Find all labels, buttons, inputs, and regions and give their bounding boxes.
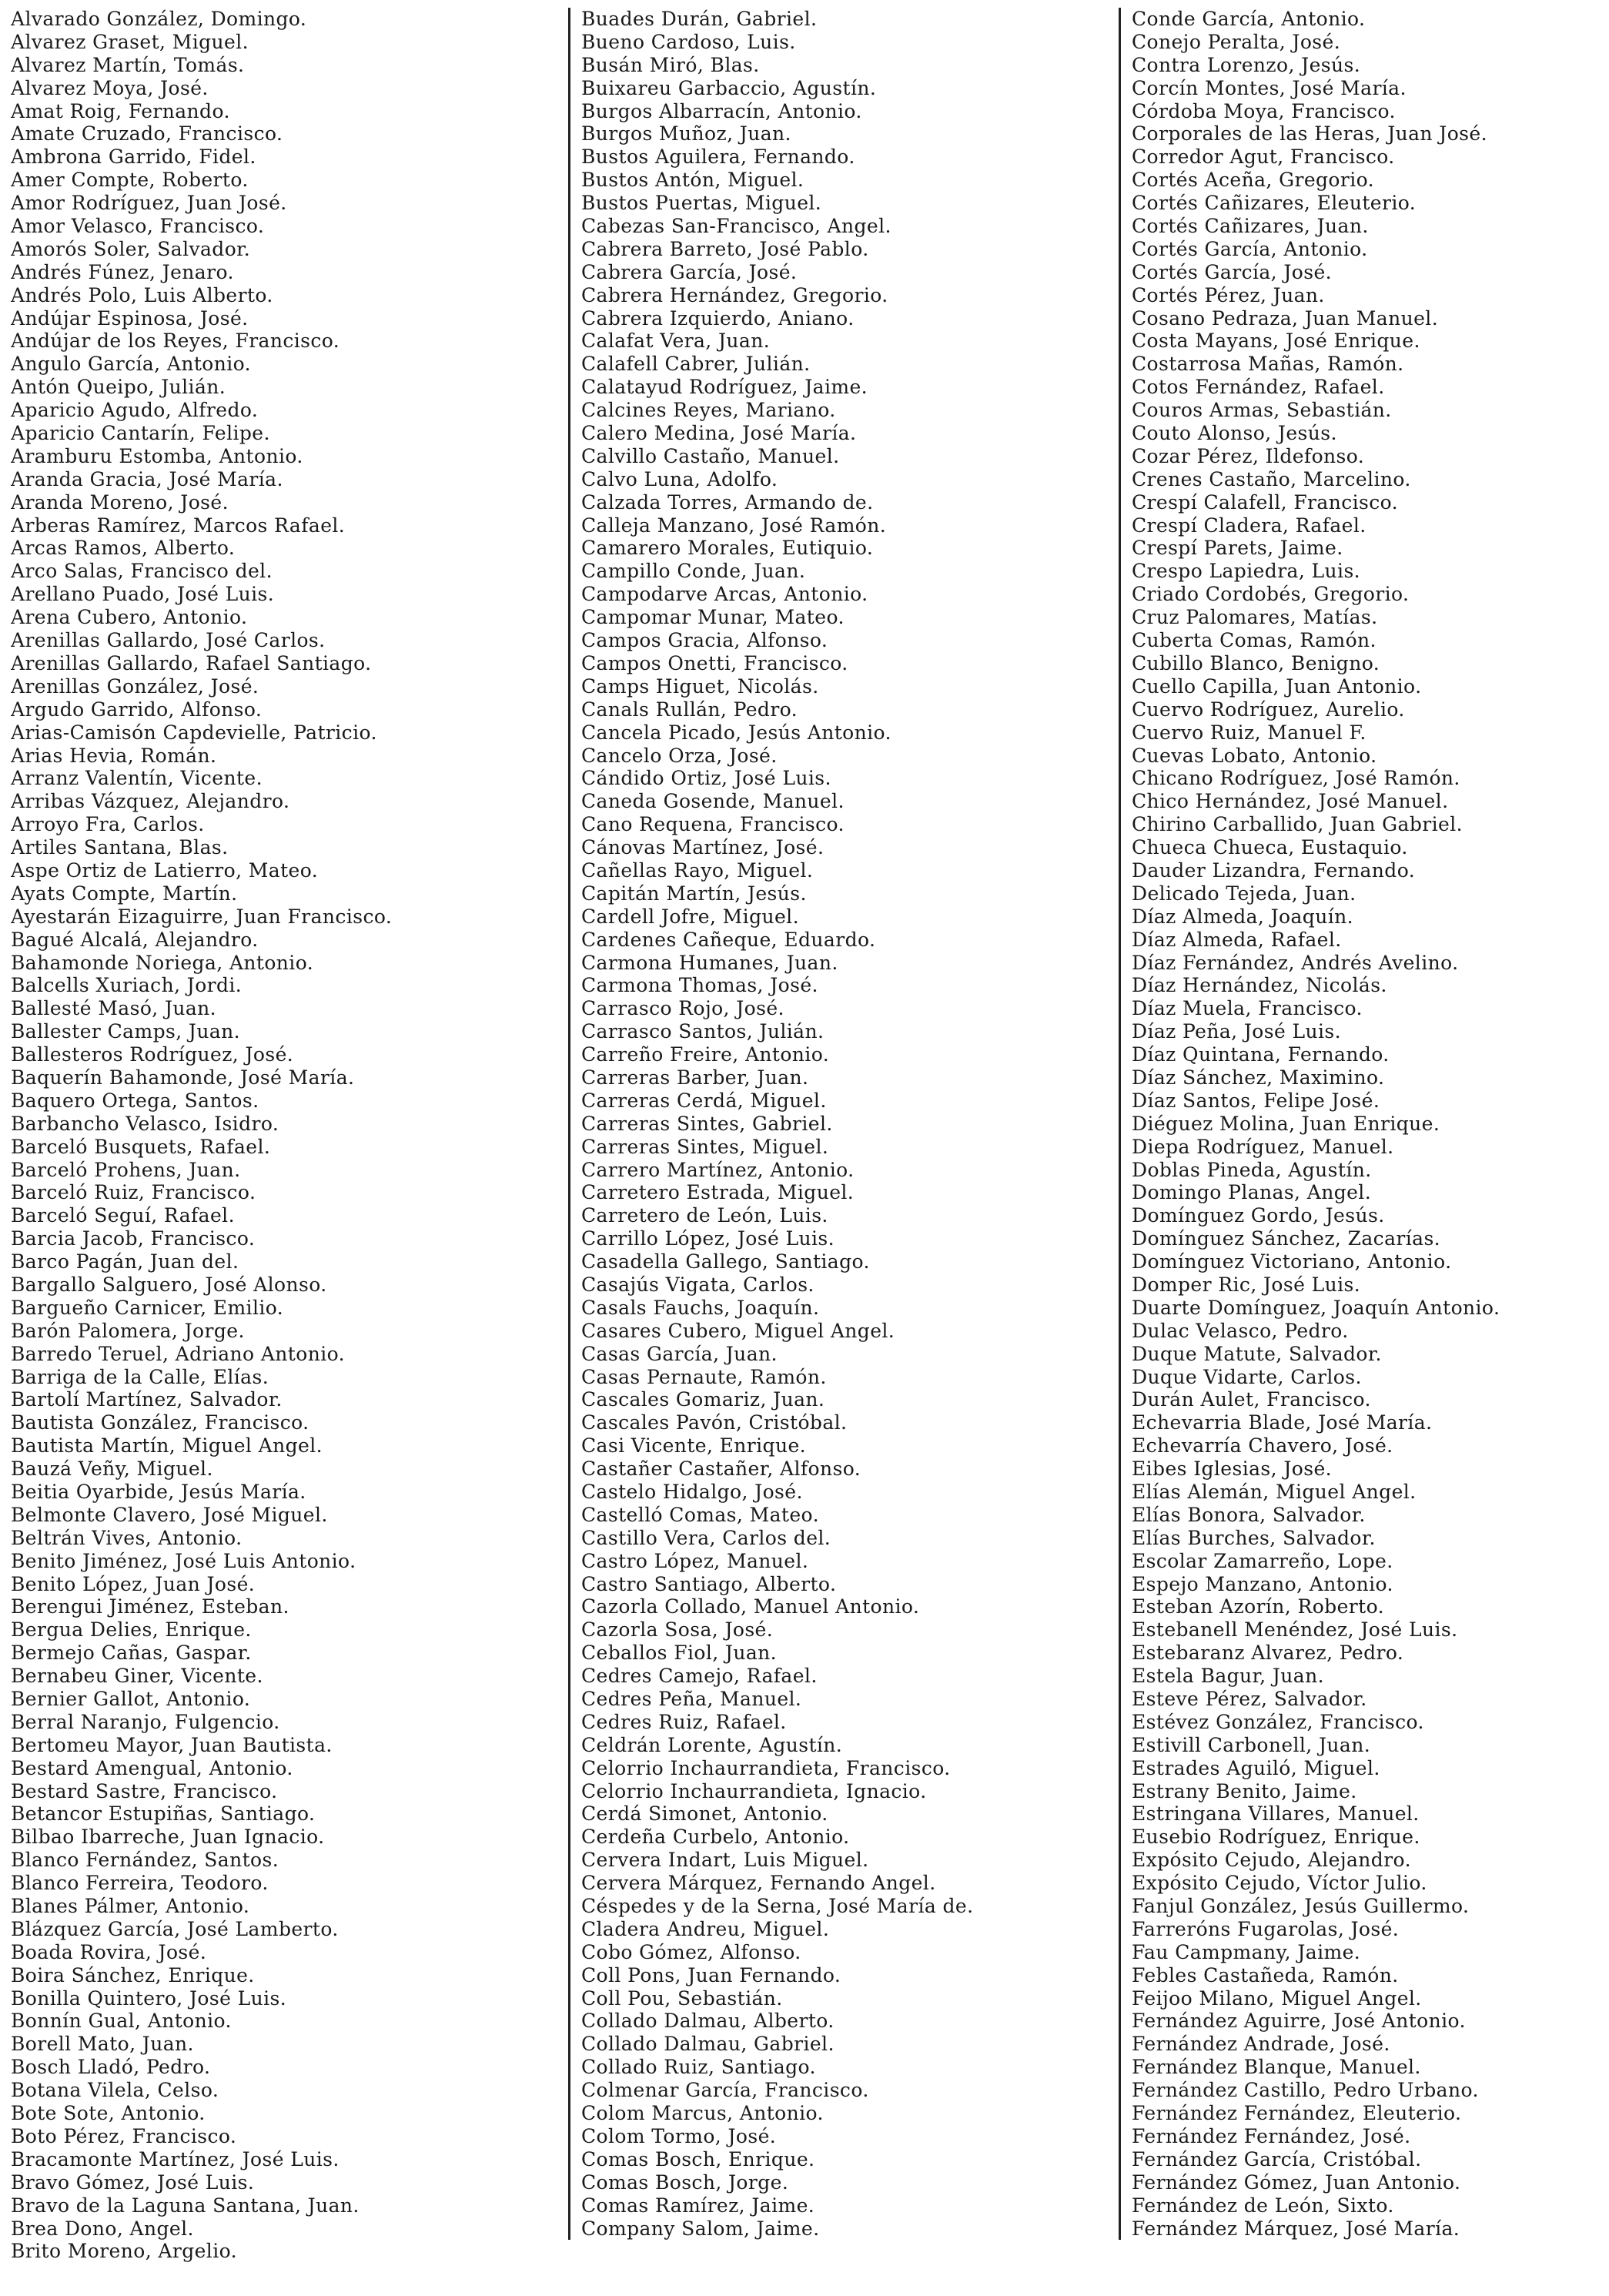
name-entry: Dauder Lizandra, Fernando. [1132, 858, 1416, 882]
name-entry: Bilbao Ibarreche, Juan Ignacio. [11, 1826, 325, 1849]
name-entry: Cortés Pérez, Juan. [1132, 283, 1325, 306]
name-entry: Calleja Manzano, José Ramón. [581, 514, 887, 537]
name-entry: Cozar Pérez, Ildefonso. [1132, 444, 1365, 467]
name-entry: Caneda Gosende, Manuel. [581, 790, 845, 813]
name-entry: Aparicio Agudo, Alfredo. [11, 399, 259, 422]
name-entry: Corcín Montes, José María. [1132, 76, 1407, 99]
name-entry: Fernández Fernández, José. [1132, 2124, 1411, 2147]
name-entry: Crenes Castaño, Marcelino. [1132, 467, 1411, 490]
name-entry: Díaz Fernández, Andrés Avelino. [1132, 951, 1459, 974]
name-entry: Aramburu Estomba, Antonio. [11, 444, 303, 467]
name-entry: Casares Cubero, Miguel Angel. [581, 1319, 895, 1342]
name-entry: Cuervo Rodríguez, Aurelio. [1132, 698, 1405, 721]
name-entry: Expósito Cejudo, Víctor Julio. [1132, 1872, 1427, 1895]
name-entry: Fernández de León, Sixto. [1132, 2194, 1394, 2217]
name-entry: Elías Bonora, Salvador. [1132, 1503, 1366, 1526]
name-entry: Cedres Ruiz, Rafael. [581, 1710, 787, 1733]
name-entry: Cortés Cañizares, Eleuterio. [1132, 192, 1417, 215]
name-entry: Fau Campmany, Jaime. [1132, 1940, 1361, 1963]
name-entry: Baquero Ortega, Santos. [11, 1089, 259, 1112]
name-entry: Cabezas San-Francisco, Angel. [581, 215, 891, 238]
name-entry: Cerdeña Curbelo, Antonio. [581, 1826, 850, 1849]
name-entry: Cancela Picado, Jesús Antonio. [581, 721, 891, 744]
name-entry: Bermejo Cañas, Gaspar. [11, 1642, 252, 1665]
name-entry: Ceballos Fiol, Juan. [581, 1642, 778, 1665]
name-entry: Amor Rodríguez, Juan José. [11, 192, 287, 215]
name-entry: Echevarria Blade, José María. [1132, 1411, 1433, 1434]
name-entry: Barceló Prohens, Juan. [11, 1158, 241, 1181]
name-entry: Alvarez Graset, Miguel. [11, 30, 249, 53]
name-entry: Bustos Antón, Miguel. [581, 169, 804, 192]
name-entry: Cerdá Simonet, Antonio. [581, 1802, 828, 1826]
name-entry: Chirino Carballido, Juan Gabriel. [1132, 813, 1463, 836]
name-entry: Cosano Pedraza, Juan Manuel. [1132, 306, 1439, 330]
name-entry: Feijoo Milano, Miguel Angel. [1132, 1986, 1422, 2010]
name-entry: Arena Cubero, Antonio. [11, 606, 248, 629]
name-entry: Crespí Cladera, Rafael. [1132, 514, 1366, 537]
name-entry: Eusebio Rodríguez, Enrique. [1132, 1826, 1420, 1849]
name-entry: Bonnín Gual, Antonio. [11, 2010, 232, 2033]
name-entry: Belmonte Clavero, José Miguel. [11, 1503, 328, 1526]
name-entry: Fernández Castillo, Pedro Urbano. [1132, 2079, 1479, 2102]
name-entry: Castelo Hidalgo, José. [581, 1481, 803, 1503]
name-entry: Arias-Camisón Capdevielle, Patricio. [11, 721, 377, 744]
name-entry: Amorós Soler, Salvador. [11, 237, 251, 260]
name-entry: Calvo Luna, Adolfo. [581, 467, 778, 490]
name-entry: Berral Naranjo, Fulgencio. [11, 1710, 280, 1733]
name-entry: Domper Ric, José Luis. [1132, 1273, 1361, 1296]
name-entry: Amat Roig, Fernando. [11, 99, 230, 122]
name-entry: Cruz Palomares, Matías. [1132, 606, 1378, 629]
name-entry: Calcines Reyes, Mariano. [581, 399, 836, 422]
name-entry: Bosch Lladó, Pedro. [11, 2056, 211, 2079]
name-entry: Camps Higuet, Nicolás. [581, 674, 819, 698]
name-entry: Estrany Benito, Jaime. [1132, 1779, 1357, 1802]
name-entry: Céspedes y de la Serna, José María de. [581, 1895, 974, 1918]
name-entry: Ballesté Masó, Juan. [11, 997, 217, 1020]
name-entry: Fernández Márquez, José María. [1132, 2217, 1460, 2240]
name-entry: Cobo Gómez, Alfonso. [581, 1940, 801, 1963]
name-entry: Bustos Puertas, Miguel. [581, 192, 822, 215]
name-entry: Carrasco Santos, Julián. [581, 1020, 825, 1043]
name-entry: Andrés Polo, Luis Alberto. [11, 283, 273, 306]
name-entry: Carmona Thomas, José. [581, 974, 818, 997]
name-entry: Costa Mayans, José Enrique. [1132, 330, 1420, 353]
name-entry: Febles Castañeda, Ramón. [1132, 1963, 1399, 1986]
name-entry: Argudo Garrido, Alfonso. [11, 698, 263, 721]
name-entry: Andrés Fúnez, Jenaro. [11, 260, 234, 283]
name-entry: Alvarez Moya, José. [11, 76, 209, 99]
name-entry: Carrero Martínez, Antonio. [581, 1158, 855, 1181]
name-entry: Estivill Carbonell, Juan. [1132, 1733, 1371, 1756]
name-entry: Andújar de los Reyes, Francisco. [11, 330, 340, 353]
name-entry: Calvillo Castaño, Manuel. [581, 444, 840, 467]
name-entry: Cervera Márquez, Fernando Angel. [581, 1872, 936, 1895]
name-entry: Aranda Moreno, José. [11, 490, 229, 514]
name-entry: Dulac Velasco, Pedro. [1132, 1319, 1349, 1342]
name-entry: Angulo García, Antonio. [11, 353, 251, 376]
name-entry: Arcas Ramos, Alberto. [11, 537, 236, 560]
name-entry: Díaz Quintana, Fernando. [1132, 1043, 1390, 1066]
name-entry: Bargallo Salguero, José Alonso. [11, 1273, 327, 1296]
name-entry: Durán Aulet, Francisco. [1132, 1388, 1371, 1411]
name-entry: Couros Armas, Sebastián. [1132, 399, 1392, 422]
name-entry: Collado Ruiz, Santiago. [581, 2056, 816, 2079]
name-entry: Arellano Puado, José Luis. [11, 583, 275, 606]
name-entry: Blanco Fernández, Santos. [11, 1849, 279, 1872]
name-entry: Cuervo Ruiz, Manuel F. [1132, 721, 1366, 744]
name-entry: Castelló Comas, Mateo. [581, 1503, 819, 1526]
name-entry: Duque Vidarte, Carlos. [1132, 1365, 1362, 1388]
name-entry: Cañellas Rayo, Miguel. [581, 858, 814, 882]
name-entry: Calafell Cabrer, Julián. [581, 353, 811, 376]
name-entry: Domingo Planas, Angel. [1132, 1181, 1372, 1204]
name-entry: Crespí Calafell, Francisco. [1132, 490, 1399, 514]
name-entry: Capitán Martín, Jesús. [581, 882, 807, 905]
name-entry: Buixareu Garbaccio, Agustín. [581, 76, 877, 99]
name-entry: Elías Burches, Salvador. [1132, 1526, 1376, 1549]
name-entry: Díaz Hernández, Nicolás. [1132, 974, 1387, 997]
name-entry: Calatayud Rodríguez, Jaime. [581, 376, 868, 399]
name-entry: Arco Salas, Francisco del. [11, 560, 273, 583]
name-entry: Doblas Pineda, Agustín. [1132, 1158, 1372, 1181]
name-entry: Blanes Pálmer, Antonio. [11, 1895, 250, 1918]
name-entry: Bueno Cardoso, Luis. [581, 30, 796, 53]
name-entry: Borell Mato, Juan. [11, 2033, 194, 2056]
name-entry: Duque Matute, Salvador. [1132, 1342, 1382, 1365]
name-entry: Carreras Sintes, Miguel. [581, 1135, 829, 1158]
name-entry: Cortés Cañizares, Juan. [1132, 215, 1369, 238]
name-entry: Arias Hevia, Román. [11, 744, 217, 767]
name-entry: Chico Hernández, José Manuel. [1132, 790, 1449, 813]
name-entry: Boada Rovira, José. [11, 1940, 207, 1963]
name-entry: Castro López, Manuel. [581, 1549, 809, 1572]
name-entry: Aranda Gracia, José María. [11, 467, 283, 490]
name-entry: Cardell Jofre, Miguel. [581, 905, 799, 928]
name-entry: Estebanell Menéndez, José Luis. [1132, 1618, 1458, 1642]
name-entry: Fanjul González, Jesús Guillermo. [1132, 1895, 1470, 1918]
name-entry: Conde García, Antonio. [1132, 8, 1366, 30]
name-entry: Eibes Iglesias, José. [1132, 1458, 1332, 1481]
name-entry: Celdrán Lorente, Agustín. [581, 1733, 843, 1756]
name-entry: Córdoba Moya, Francisco. [1132, 99, 1396, 122]
name-entry: Carmona Humanes, Juan. [581, 951, 838, 974]
name-entry: Cedres Camejo, Rafael. [581, 1665, 818, 1688]
name-entry: Amate Cruzado, Francisco. [11, 122, 283, 146]
name-entry: Díaz Almeda, Joaquín. [1132, 905, 1353, 928]
name-entry: Campillo Conde, Juan. [581, 560, 806, 583]
name-entry: Benito López, Juan José. [11, 1572, 256, 1595]
name-entry: Brea Dono, Angel. [11, 2217, 194, 2240]
name-entry: Diéguez Molina, Juan Enrique. [1132, 1112, 1440, 1135]
name-entry: Fernández Gómez, Juan Antonio. [1132, 2170, 1461, 2194]
name-entry: Colom Marcus, Antonio. [581, 2102, 824, 2125]
name-entry: Celorrio Inchaurrandieta, Ignacio. [581, 1779, 927, 1802]
name-entry: Bestard Amengual, Antonio. [11, 1756, 293, 1779]
name-entry: Artiles Santana, Blas. [11, 836, 229, 859]
name-entry: Ambrona Garrido, Fidel. [11, 146, 256, 169]
name-column-1 [11, 8, 542, 2263]
name-entry: Cortés García, José. [1132, 260, 1333, 283]
name-entry: Couto Alonso, Jesús. [1132, 422, 1337, 445]
name-entry: Cotos Fernández, Rafael. [1132, 376, 1385, 399]
name-entry: Collado Dalmau, Gabriel. [581, 2033, 835, 2056]
name-entry: Bertomeu Mayor, Juan Bautista. [11, 1733, 333, 1756]
name-entry: Castañer Castañer, Alfonso. [581, 1458, 861, 1481]
name-entry: Crespo Lapiedra, Luis. [1132, 560, 1361, 583]
name-entry: Camarero Morales, Eutiquio. [581, 537, 874, 560]
name-entry: Díaz Muela, Francisco. [1132, 997, 1363, 1020]
name-entry: Corredor Agut, Francisco. [1132, 146, 1395, 169]
name-entry: Barceló Ruiz, Francisco. [11, 1181, 256, 1204]
name-entry: Chicano Rodríguez, José Ramón. [1132, 767, 1460, 790]
name-entry: Colmenar García, Francisco. [581, 2079, 869, 2102]
name-entry: Fernández Blanque, Manuel. [1132, 2056, 1421, 2079]
name-entry: Echevarría Chavero, José. [1132, 1434, 1393, 1458]
name-entry: Cervera Indart, Luis Miguel. [581, 1849, 869, 1872]
name-entry: Carrillo López, José Luis. [581, 1227, 835, 1250]
name-entry: Arenillas González, José. [11, 674, 259, 698]
name-entry: Barcia Jacob, Francisco. [11, 1227, 256, 1250]
name-entry: Celorrio Inchaurrandieta, Francisco. [581, 1756, 951, 1779]
name-entry: Bravo de la Laguna Santana, Juan. [11, 2194, 360, 2217]
name-entry: Ballester Camps, Juan. [11, 1020, 240, 1043]
name-entry: Carreras Sintes, Gabriel. [581, 1112, 833, 1135]
name-entry: Barriga de la Calle, Elías. [11, 1365, 269, 1388]
name-entry: Cándido Ortiz, José Luis. [581, 767, 831, 790]
name-entry: Cladera Andreu, Miguel. [581, 1917, 830, 1940]
name-entry: Domínguez Victoriano, Antonio. [1132, 1250, 1452, 1274]
name-entry: Fernández Aguirre, José Antonio. [1132, 2010, 1466, 2033]
name-entry: Brito Moreno, Argelio. [11, 2240, 237, 2263]
name-entry: Castro Santiago, Alberto. [581, 1572, 837, 1595]
name-entry: Berengui Jiménez, Esteban. [11, 1595, 289, 1618]
name-entry: Bote Sote, Antonio. [11, 2102, 206, 2125]
name-entry: Espejo Manzano, Antonio. [1132, 1572, 1393, 1595]
name-entry: Comas Bosch, Enrique. [581, 2147, 815, 2170]
name-entry: Alvarado González, Domingo. [11, 8, 307, 30]
name-entry: Arroyo Fra, Carlos. [11, 813, 205, 836]
name-entry: Estrades Aguiló, Miguel. [1132, 1756, 1380, 1779]
name-entry: Campomar Munar, Mateo. [581, 606, 845, 629]
name-entry: Calzada Torres, Armando de. [581, 490, 874, 514]
name-entry: Escolar Zamarreño, Lope. [1132, 1549, 1393, 1572]
name-entry: Expósito Cejudo, Alejandro. [1132, 1849, 1411, 1872]
name-entry: Campos Gracia, Alfonso. [581, 629, 828, 652]
name-entry: Busán Miró, Blas. [581, 53, 760, 76]
name-entry: Bauzá Veñy, Miguel. [11, 1458, 213, 1481]
name-entry: Chueca Chueca, Eustaquio. [1132, 836, 1408, 859]
name-entry: Cardenes Cañeque, Eduardo. [581, 928, 876, 951]
name-entry: Blázquez García, José Lamberto. [11, 1917, 339, 1940]
name-entry: Ayats Compte, Martín. [11, 882, 238, 905]
name-entry: Barco Pagán, Juan del. [11, 1250, 239, 1274]
name-entry: Carreño Freire, Antonio. [581, 1043, 830, 1066]
name-entry: Estebaranz Alvarez, Pedro. [1132, 1642, 1404, 1665]
name-entry: Carreras Cerdá, Miguel. [581, 1089, 827, 1112]
name-entry: Arenillas Gallardo, José Carlos. [11, 629, 326, 652]
name-entry: Bernabeu Giner, Vicente. [11, 1665, 263, 1688]
name-entry: Bravo Gómez, José Luis. [11, 2170, 255, 2194]
name-entry: Casi Vicente, Enrique. [581, 1434, 806, 1458]
name-entry: Arribas Vázquez, Alejandro. [11, 790, 290, 813]
name-entry: Calero Medina, José María. [581, 422, 857, 445]
name-entry: Campos Onetti, Francisco. [581, 651, 848, 674]
name-entry: Corporales de las Heras, Juan José. [1132, 122, 1487, 146]
name-entry: Cortés Aceña, Gregorio. [1132, 169, 1374, 192]
name-entry: Bonilla Quintero, José Luis. [11, 1986, 287, 2010]
name-entry: Benito Jiménez, José Luis Antonio. [11, 1549, 356, 1572]
name-entry: Cánovas Martínez, José. [581, 836, 825, 859]
name-entry: Farreróns Fugarolas, José. [1132, 1917, 1400, 1940]
name-entry: Campodarve Arcas, Antonio. [581, 583, 868, 606]
name-entry: Cedres Peña, Manuel. [581, 1688, 802, 1711]
name-entry: Casals Fauchs, Joaquín. [581, 1296, 820, 1319]
name-entry: Domínguez Sánchez, Zacarías. [1132, 1227, 1441, 1250]
name-entry: Díaz Peña, José Luis. [1132, 1020, 1341, 1043]
name-entry: Aparicio Cantarín, Felipe. [11, 422, 270, 445]
name-entry: Arranz Valentín, Vicente. [11, 767, 263, 790]
name-entry: Company Salom, Jaime. [581, 2217, 820, 2240]
name-column-2 [568, 8, 1112, 2240]
name-entry: Estringana Villares, Manuel. [1132, 1802, 1420, 1826]
name-entry: Calafat Vera, Juan. [581, 330, 771, 353]
name-entry: Cuello Capilla, Juan Antonio. [1132, 674, 1422, 698]
name-entry: Burgos Muñoz, Juan. [581, 122, 791, 146]
name-entry: Carrasco Rojo, José. [581, 997, 784, 1020]
name-entry: Cuevas Lobato, Antonio. [1132, 744, 1377, 767]
name-entry: Conejo Peralta, José. [1132, 30, 1341, 53]
name-entry: Bustos Aguilera, Fernando. [581, 146, 855, 169]
name-entry: Cazorla Collado, Manuel Antonio. [581, 1595, 920, 1618]
name-entry: Bracamonte Martínez, José Luis. [11, 2147, 340, 2170]
name-entry: Coll Pons, Juan Fernando. [581, 1963, 841, 1986]
name-entry: Beitia Oyarbide, Jesús María. [11, 1481, 306, 1503]
name-entry: Cuberta Comas, Ramón. [1132, 629, 1377, 652]
name-entry: Casajús Vigata, Carlos. [581, 1273, 815, 1296]
name-entry: Carretero Estrada, Miguel. [581, 1181, 855, 1204]
name-entry: Coll Pou, Sebastián. [581, 1986, 783, 2010]
name-entry: Diepa Rodríguez, Manuel. [1132, 1135, 1394, 1158]
name-entry: Díaz Sánchez, Maximino. [1132, 1066, 1385, 1089]
name-entry: Cascales Pavón, Cristóbal. [581, 1411, 848, 1434]
name-entry: Fernández Andrade, José. [1132, 2033, 1390, 2056]
name-entry: Comas Bosch, Jorge. [581, 2170, 789, 2194]
name-entry: Díaz Almeda, Rafael. [1132, 928, 1342, 951]
name-entry: Duarte Domínguez, Joaquín Antonio. [1132, 1296, 1500, 1319]
name-entry: Cubillo Blanco, Benigno. [1132, 651, 1380, 674]
name-entry: Cortés García, Antonio. [1132, 237, 1368, 260]
name-entry: Díaz Santos, Felipe José. [1132, 1089, 1380, 1112]
name-entry: Canals Rullán, Pedro. [581, 698, 798, 721]
name-entry: Alvarez Martín, Tomás. [11, 53, 245, 76]
name-entry: Boto Pérez, Francisco. [11, 2124, 237, 2147]
name-entry: Cabrera Izquierdo, Aniano. [581, 306, 855, 330]
name-entry: Burgos Albarracín, Antonio. [581, 99, 862, 122]
name-entry: Collado Dalmau, Alberto. [581, 2010, 835, 2033]
name-entry: Ballesteros Rodríguez, José. [11, 1043, 294, 1066]
name-entry: Blanco Ferreira, Teodoro. [11, 1872, 269, 1895]
name-entry: Betancor Estupiñas, Santiago. [11, 1802, 316, 1826]
name-entry: Domínguez Gordo, Jesús. [1132, 1204, 1385, 1227]
name-entry: Amer Compte, Roberto. [11, 169, 249, 192]
name-entry: Carretero de León, Luis. [581, 1204, 828, 1227]
name-entry: Botana Vilela, Celso. [11, 2079, 219, 2102]
name-entry: Colom Tormo, José. [581, 2124, 777, 2147]
name-entry: Crespí Parets, Jaime. [1132, 537, 1343, 560]
name-entry: Ayestarán Eizaguirre, Juan Francisco. [11, 905, 393, 928]
name-entry: Bautista González, Francisco. [11, 1411, 309, 1434]
name-entry: Barceló Seguí, Rafael. [11, 1204, 235, 1227]
name-entry: Bestard Sastre, Francisco. [11, 1779, 278, 1802]
name-entry: Bernier Gallot, Antonio. [11, 1688, 251, 1711]
name-entry: Barredo Teruel, Adriano Antonio. [11, 1342, 345, 1365]
name-entry: Delicado Tejeda, Juan. [1132, 882, 1356, 905]
name-entry: Arberas Ramírez, Marcos Rafael. [11, 514, 346, 537]
name-entry: Barón Palomera, Jorge. [11, 1319, 245, 1342]
name-column-3 [1119, 8, 1609, 2240]
name-entry: Bahamonde Noriega, Antonio. [11, 951, 314, 974]
name-entry: Bagué Alcalá, Alejandro. [11, 928, 259, 951]
name-entry: Costarrosa Mañas, Ramón. [1132, 353, 1404, 376]
name-entry: Amor Velasco, Francisco. [11, 215, 265, 238]
name-entry: Buades Durán, Gabriel. [581, 8, 818, 30]
name-entry: Bergua Delies, Enrique. [11, 1618, 252, 1642]
name-entry: Boira Sánchez, Enrique. [11, 1963, 255, 1986]
name-entry: Cazorla Sosa, José. [581, 1618, 774, 1642]
name-entry: Casadella Gallego, Santiago. [581, 1250, 870, 1274]
name-entry: Beltrán Vives, Antonio. [11, 1526, 243, 1549]
name-entry: Cancelo Orza, José. [581, 744, 778, 767]
name-entry: Bartolí Martínez, Salvador. [11, 1388, 283, 1411]
name-entry: Carreras Barber, Juan. [581, 1066, 809, 1089]
name-entry: Comas Ramírez, Jaime. [581, 2194, 815, 2217]
name-entry: Cabrera Hernández, Gregorio. [581, 283, 888, 306]
name-entry: Balcells Xuriach, Jordi. [11, 974, 243, 997]
name-entry: Barbancho Velasco, Isidro. [11, 1112, 279, 1135]
name-entry: Bautista Martín, Miguel Angel. [11, 1434, 323, 1458]
name-entry: Fernández Fernández, Eleuterio. [1132, 2102, 1462, 2125]
name-entry: Contra Lorenzo, Jesús. [1132, 53, 1361, 76]
name-entry: Fernández García, Cristóbal. [1132, 2147, 1422, 2170]
name-entry: Esteban Azorín, Roberto. [1132, 1595, 1384, 1618]
name-entry: Cabrera García, José. [581, 260, 798, 283]
name-entry: Estela Bagur, Juan. [1132, 1665, 1324, 1688]
name-entry: Barceló Busquets, Rafael. [11, 1135, 271, 1158]
name-entry: Esteve Pérez, Salvador. [1132, 1688, 1367, 1711]
name-entry: Criado Cordobés, Gregorio. [1132, 583, 1410, 606]
name-entry: Bargueño Carnicer, Emilio. [11, 1296, 284, 1319]
name-entry: Antón Queipo, Julián. [11, 376, 226, 399]
name-entry: Andújar Espinosa, José. [11, 306, 249, 330]
name-entry: Cascales Gomariz, Juan. [581, 1388, 825, 1411]
name-entry: Casas García, Juan. [581, 1342, 778, 1365]
name-entry: Aspe Ortiz de Latierro, Mateo. [11, 858, 319, 882]
name-entry: Baquerín Bahamonde, José María. [11, 1066, 355, 1089]
name-entry: Casas Pernaute, Ramón. [581, 1365, 827, 1388]
name-entry: Cabrera Barreto, José Pablo. [581, 237, 869, 260]
name-entry: Arenillas Gallardo, Rafael Santiago. [11, 651, 372, 674]
name-entry: Elías Alemán, Miguel Angel. [1132, 1481, 1417, 1503]
name-entry: Estévez González, Francisco. [1132, 1710, 1424, 1733]
name-entry: Cano Requena, Francisco. [581, 813, 845, 836]
name-entry: Castillo Vera, Carlos del. [581, 1526, 831, 1549]
